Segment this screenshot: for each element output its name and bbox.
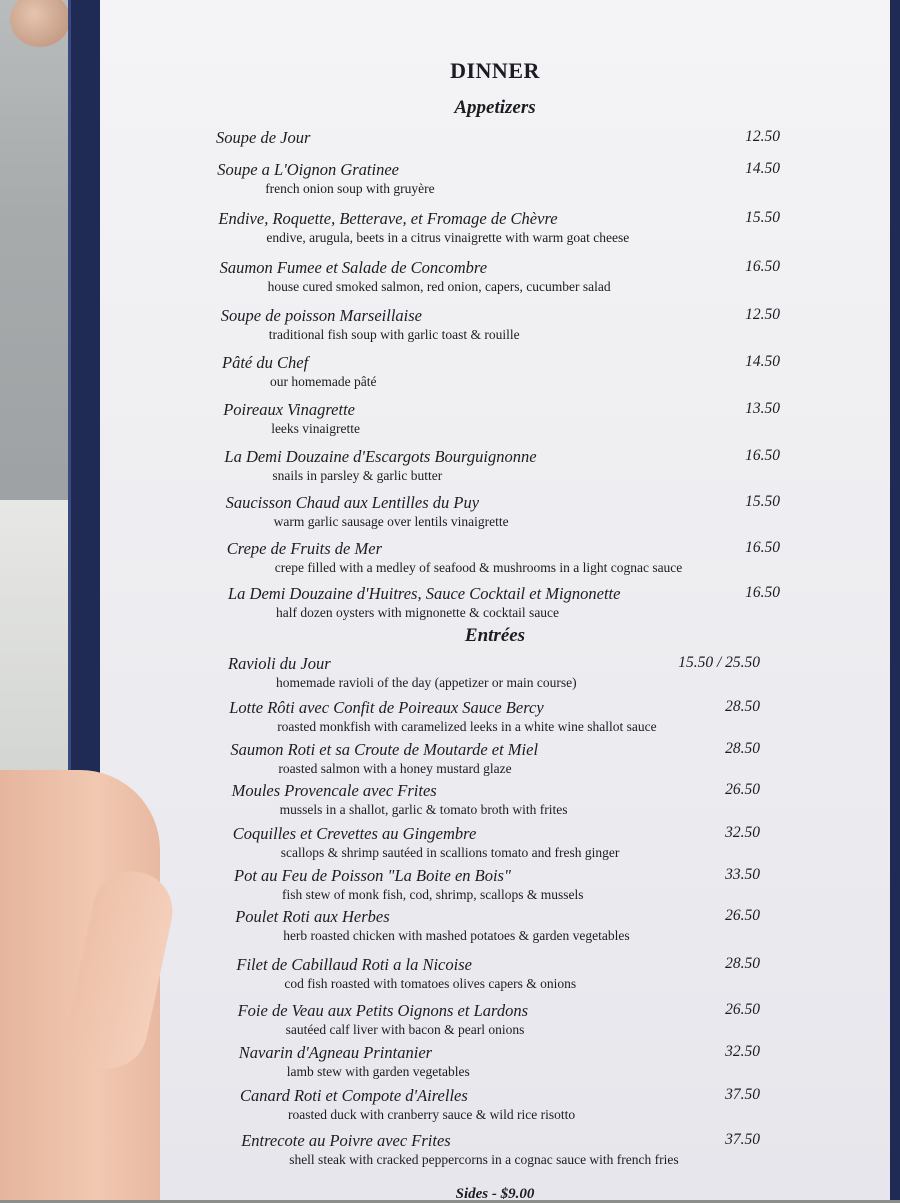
item-description: cod fish roasted with tomatoes olives capers & onions: [284, 976, 577, 991]
item-name: Pot au Feu de Poisson "La Boite en Bois": [234, 866, 511, 885]
item-price: 14.50: [745, 160, 780, 177]
item-price: 12.50: [745, 306, 780, 323]
item-description: homemade ravioli of the day (appetizer or main course): [276, 675, 577, 690]
appetizers-item: [223, 400, 780, 437]
item-name: Endive, Roquette, Betterave, et Fromage de Chèvre: [218, 209, 558, 228]
item-price: 16.50: [745, 447, 780, 464]
item-name: Foie de Veau aux Petits Oignons et Lardons: [237, 1001, 528, 1020]
item-name: Poulet Roti aux Herbes: [235, 907, 390, 926]
item-price: 32.50: [725, 824, 760, 841]
item-name: Soupe a L'Oignon Gratinee: [217, 160, 399, 179]
item-description: traditional fish soup with garlic toast & rouille: [268, 327, 520, 342]
item-name: Pâté du Chef: [222, 353, 309, 372]
item-description: shell steak with cracked peppercorns in a cognac sauce with french fries: [289, 1152, 679, 1167]
item-description: herb roasted chicken with mashed potatoes & garden vegetables: [283, 928, 630, 943]
item-name: La Demi Douzaine d'Huitres, Sauce Cocktail et Mignonette: [228, 584, 621, 603]
item-price: 33.50: [725, 866, 760, 883]
item-description: fish stew of monk fish, cod, shrimp, scallops & mussels: [282, 887, 584, 902]
item-price: 37.50: [725, 1086, 760, 1103]
item-description: lamb stew with garden vegetables: [286, 1064, 470, 1079]
item-name: Soupe de poisson Marseillaise: [220, 306, 422, 325]
item-price: 28.50: [725, 698, 760, 715]
item-description: house cured smoked salmon, red onion, capers, cucumber salad: [267, 279, 611, 294]
item-name: Moules Provencale avec Frites: [231, 781, 437, 800]
entrees-item: [233, 824, 760, 861]
item-description: roasted duck with cranberry sauce & wild rice risotto: [288, 1107, 576, 1122]
menu-page: [100, 0, 890, 1200]
item-name: Canard Roti et Compote d'Airelles: [240, 1086, 468, 1105]
entrees-heading: Entrées: [464, 625, 526, 646]
item-description: roasted monkfish with caramelized leeks in a white wine shallot sauce: [277, 719, 657, 734]
item-name: Coquilles et Crevettes au Gingembre: [232, 824, 477, 843]
item-description: french onion soup with gruyère: [265, 181, 435, 196]
item-price: 13.50: [745, 400, 780, 417]
item-description: mussels in a shallot, garlic & tomato broth with frites: [279, 802, 568, 817]
item-name: Filet de Cabillaud Roti a la Nicoise: [236, 955, 472, 974]
item-price: 28.50: [725, 955, 760, 972]
appetizers-heading: Appetizers: [454, 97, 536, 118]
item-price: 15.50 / 25.50: [678, 654, 760, 671]
item-description: our homemade pâté: [270, 374, 377, 389]
appetizers-item: [226, 493, 780, 530]
item-name: La Demi Douzaine d'Escargots Bourguignonne: [224, 447, 537, 466]
sides-heading: Sides - $9.00: [455, 1186, 535, 1202]
appetizers-item: [218, 209, 780, 246]
item-description: crepe filled with a medley of seafood & mushrooms in a light cognac sauce: [274, 560, 683, 575]
item-price: 16.50: [745, 258, 780, 275]
item-price: 12.50: [745, 128, 780, 145]
entrees-item: [235, 907, 760, 944]
item-description: sautéed calf liver with bacon & pearl onions: [285, 1022, 525, 1037]
item-name: Navarin d'Agneau Printanier: [238, 1043, 433, 1062]
item-name: Saumon Fumee et Salade de Concombre: [219, 258, 488, 277]
entrees-item: [238, 1001, 760, 1038]
entrees-item: [240, 1086, 760, 1123]
item-name: Lotte Rôti avec Confit de Poireaux Sauce Bercy: [229, 698, 544, 717]
item-name: Poireaux Vinagrette: [223, 400, 355, 419]
appetizers-item: [228, 584, 780, 621]
entrees-item: [232, 781, 760, 818]
appetizers-item: [221, 306, 780, 343]
item-price: 15.50: [745, 493, 780, 510]
appetizers-item: [224, 447, 780, 484]
item-price: 14.50: [745, 353, 780, 370]
item-price: 16.50: [745, 539, 780, 556]
entrees-item: [229, 698, 760, 735]
entrees-item: [234, 866, 760, 903]
appetizers-item: [217, 160, 780, 197]
entrees-item: [239, 1043, 760, 1080]
item-name: Entrecote au Poivre avec Frites: [241, 1131, 451, 1150]
appetizers-item: [216, 128, 780, 148]
appetizers-item: [227, 539, 780, 576]
item-price: 32.50: [725, 1043, 760, 1060]
item-name: Saumon Roti et sa Croute de Moutarde et Miel: [230, 740, 539, 759]
item-price: 26.50: [725, 1001, 760, 1018]
entrees-item: [241, 1131, 760, 1168]
item-price: 26.50: [725, 907, 760, 924]
appetizers-item: [222, 353, 780, 390]
item-price: 16.50: [745, 584, 780, 601]
item-price: 15.50: [745, 209, 780, 226]
item-name: Saucisson Chaud aux Lentilles du Puy: [225, 493, 480, 512]
item-description: leeks vinaigrette: [271, 421, 361, 436]
item-description: endive, arugula, beets in a citrus vinaigrette with warm goat cheese: [266, 230, 630, 245]
item-name: Ravioli du Jour: [228, 654, 331, 673]
item-name: Crepe de Fruits de Mer: [226, 539, 382, 558]
item-description: half dozen oysters with mignonette & cocktail sauce: [276, 605, 560, 620]
menu-title: DINNER: [450, 58, 540, 83]
item-price: 28.50: [725, 740, 760, 757]
item-description: roasted salmon with a honey mustard glaze: [278, 761, 512, 776]
item-description: snails in parsley & garlic butter: [272, 468, 443, 483]
appetizers-item: [220, 258, 780, 295]
item-price: 26.50: [725, 781, 760, 798]
entrees-item: [236, 955, 760, 992]
item-description: scallops & shrimp sautéed in scallions tomato and fresh ginger: [280, 845, 620, 860]
item-description: warm garlic sausage over lentils vinaigrette: [273, 514, 509, 529]
entrees-item: [230, 740, 760, 777]
item-price: 37.50: [725, 1131, 760, 1148]
entrees-item: [228, 654, 760, 691]
item-name: Soupe de Jour: [216, 128, 311, 147]
